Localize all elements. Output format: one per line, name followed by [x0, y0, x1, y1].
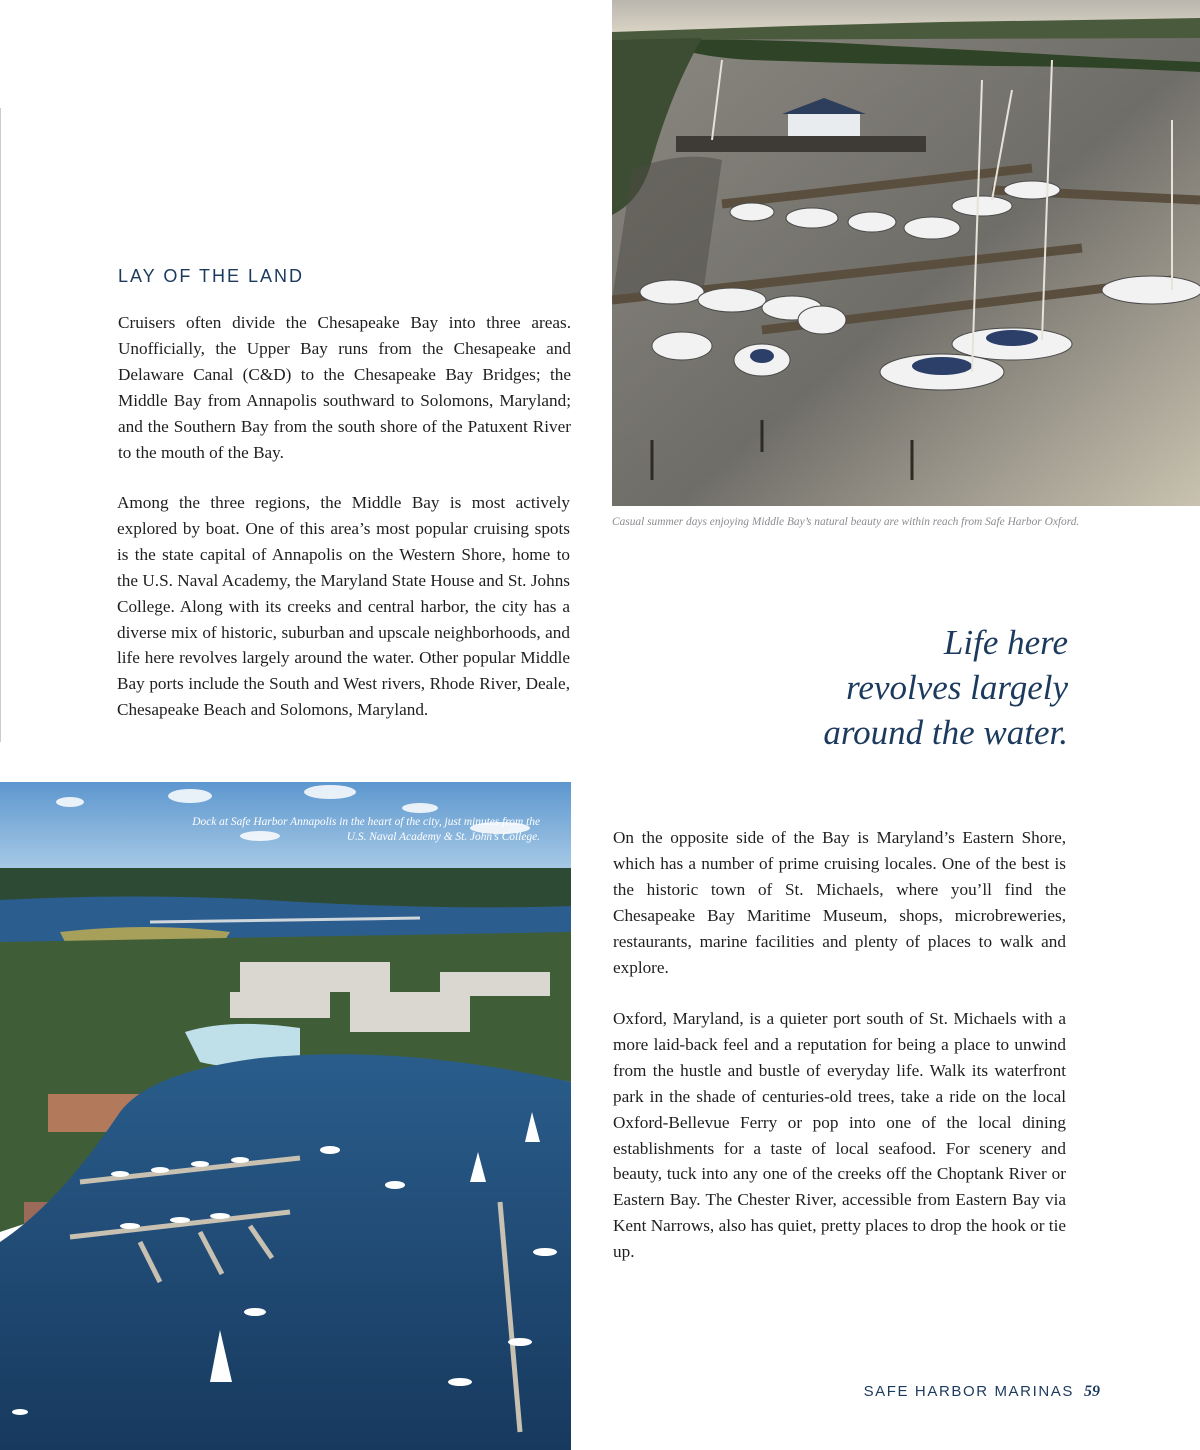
pull-quote-line: around the water. — [823, 713, 1068, 752]
footer-brand: SAFE HARBOR MARINAS — [863, 1383, 1074, 1400]
page-footer — [864, 1383, 1100, 1401]
body-paragraph: On the opposite side of the Bay is Maryland’s Eastern Shore, which has a number of prime cruising locales. One of the best is the historic town of St. Michaels, where you’ll find the Chesapeake Bay Maritime Museum, shops, microbreweries, restaurants, marine facilities and plenty of places to walk and explore. — [613, 828, 1066, 977]
annapolis-photo-caption: Dock at Safe Harbor Annapolis in the heart of the city, just minutes from the U.S. Naval Academy & St. John’s College. — [192, 816, 540, 843]
section-heading: LAY OF THE LAND — [118, 266, 305, 286]
page-edge-divider — [0, 108, 1, 742]
body-paragraph: Cruisers often divide the Chesapeake Bay into three areas. Unofficially, the Upper Bay runs from the Chesapeake and Delaware Canal (C&D) to the Chesapeake Bay Bridges; the Middle Bay from Annapolis southward to Solomons, Maryland; and the Southern Bay from the south shore of the Patuxent River to the mouth of the Bay. — [118, 313, 571, 462]
pull-quote-line: revolves largely — [846, 668, 1068, 707]
oxford-marina-photo — [612, 0, 1200, 506]
page-number: 59 — [1084, 1383, 1100, 1400]
oxford-photo-caption: Casual summer days enjoying Middle Bay’s natural beauty are within reach from Safe Harbor Oxford. — [612, 516, 1080, 528]
pull-quote — [648, 620, 1068, 755]
body-paragraph: Oxford, Maryland, is a quieter port south of St. Michaels with a more laid-back feel and a reputation for being a place to unwind from the hustle and bustle of everyday life. Walk its waterfront park in the shade of centuries-old trees, take a ride on the local Oxford-Bellevue Ferry or pop into one of the local dining establishments for a taste of local seafood. For scenery and beauty, tuck into any one of the creeks off the Choptank River or Eastern Bay. The Chester River, accessible from Eastern Bay via Kent Narrows, also has quiet, pretty places to drop the hook or tie up. — [613, 1009, 1066, 1262]
pull-quote-line: Life here — [943, 623, 1068, 662]
annapolis-aerial-photo — [0, 782, 571, 1450]
body-paragraph: Among the three regions, the Middle Bay is most actively explored by boat. One of this area’s most popular cruising spots is the state capital of Annapolis on the Western Shore, home to the U.S. Naval Academy, the Maryland State House and St. Johns College. Along with its creeks and central harbor, the city has a diverse mix of historic, suburban and upscale neighborhoods, and life here revolves largely around the water. Other popular Middle Bay ports include the South and West rivers, Rhode River, Deale, Chesapeake Beach and Solomons, Maryland. — [117, 493, 570, 720]
